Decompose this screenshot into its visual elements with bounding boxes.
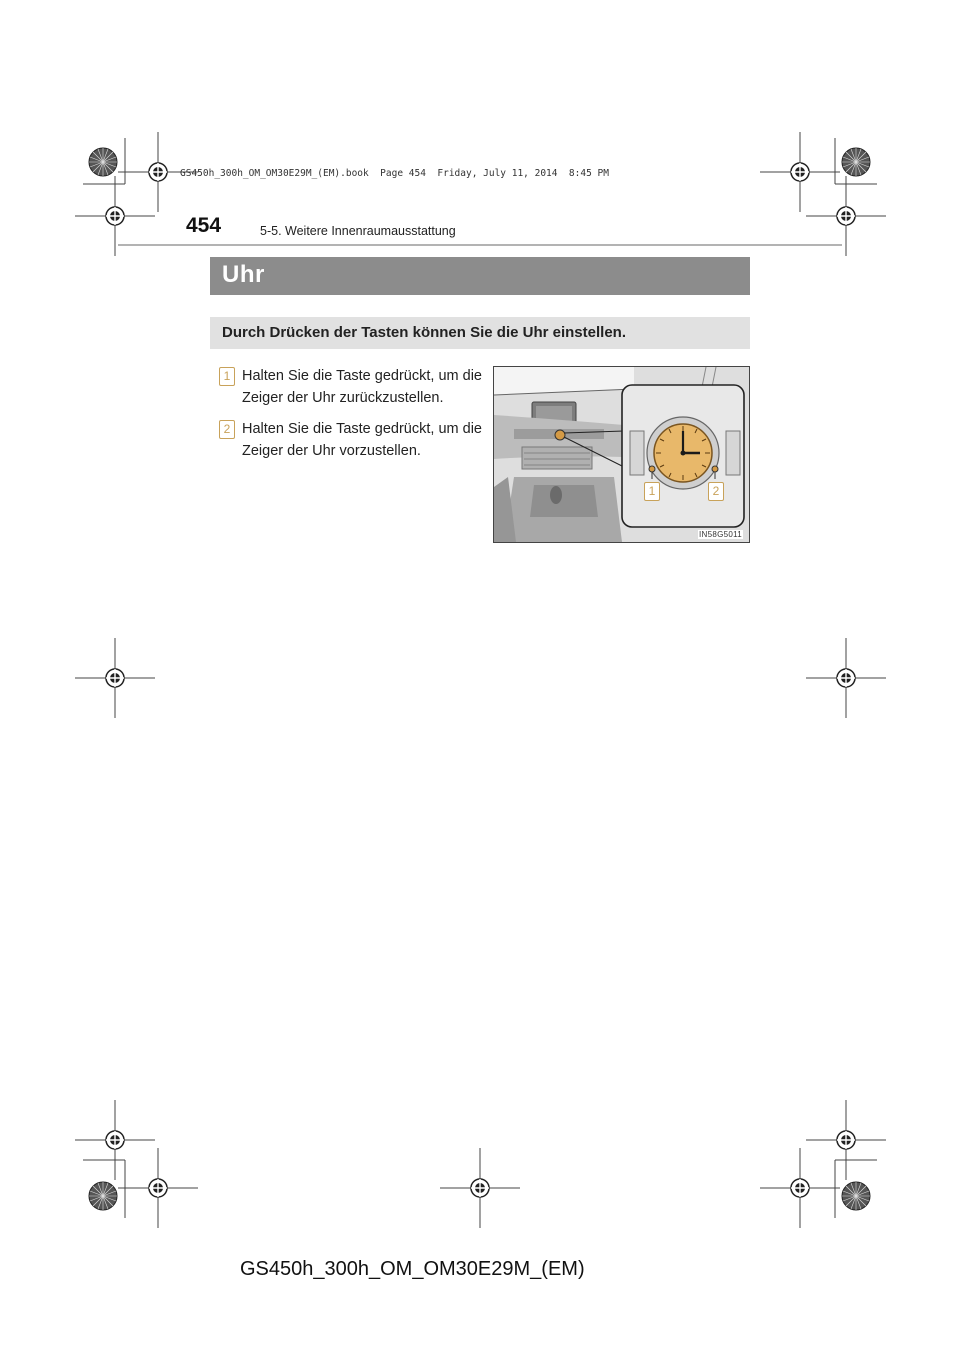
callout-1: 1: [644, 482, 660, 501]
callout-2: 2: [708, 482, 724, 501]
registration-mark-icon: [806, 638, 886, 718]
registration-mark-icon: [440, 1148, 520, 1228]
step-number-badge: 1: [219, 367, 235, 386]
header-divider: [118, 244, 842, 246]
page-number: 454: [186, 214, 222, 237]
color-bar-wheel-icon: [842, 148, 870, 176]
section-title-bar: [210, 257, 750, 295]
intro-text: Durch Drücken der Tasten können Sie die Uhr einstellen.: [222, 324, 626, 341]
section-title: Uhr: [222, 261, 265, 288]
color-bar-wheel-icon: [89, 1182, 117, 1210]
color-bar-wheel-icon: [89, 148, 117, 176]
registration-mark-icon: [75, 638, 155, 718]
dashboard-drawing: [494, 367, 749, 542]
step-text: Halten Sie die Taste gedrückt, um die Zeiger der Uhr vorzustellen.: [242, 421, 482, 459]
registration-mark-icon: [760, 132, 840, 212]
color-bar-wheel-icon: [842, 1182, 870, 1210]
registration-mark-icon: [75, 1100, 155, 1180]
registration-mark-icon: [760, 1148, 840, 1228]
figure-code: IN58G5011: [698, 530, 742, 539]
registration-mark-icon: [118, 1148, 198, 1228]
clock-illustration: [493, 366, 750, 543]
step-number-badge: 2: [219, 420, 235, 439]
step-text: Halten Sie die Taste gedrückt, um die Zeiger der Uhr zurückzustellen.: [242, 368, 482, 406]
book-file-header: GS450h_300h_OM_OM30E29M_(EM).book Page 454 Friday, July 11, 2014 8:45 PM: [180, 168, 609, 179]
section-breadcrumb: 5-5. Weitere Innenraumausstattung: [260, 224, 456, 238]
registration-mark-icon: [806, 1100, 886, 1180]
footer-document-code: GS450h_300h_OM_OM30E29M_(EM): [240, 1258, 585, 1280]
intro-box: [210, 317, 750, 349]
